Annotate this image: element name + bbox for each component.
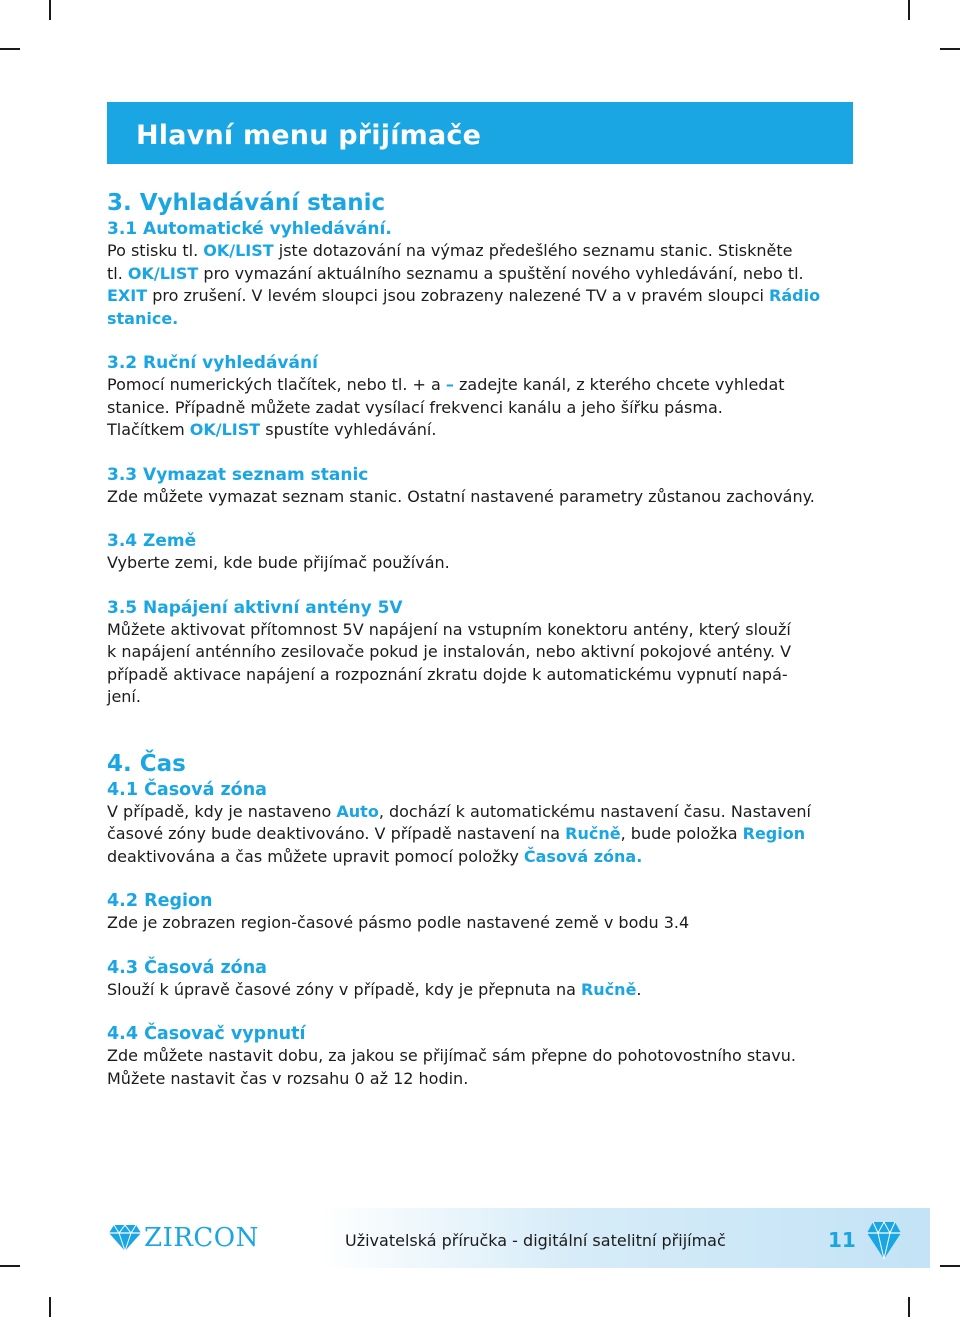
text-line: Můžete aktivovat přítomnost 5V napájení na vstupním konektoru antény, který slouží — [107, 619, 791, 639]
diamond-icon — [108, 1224, 142, 1252]
crop-mark — [908, 0, 910, 20]
key-label: EXIT — [107, 286, 148, 305]
crop-mark — [0, 48, 20, 50]
section-3-5 — [107, 597, 857, 709]
text: jste dotazování na výmaz předešlého seznamu stanic. Stiskněte — [273, 241, 793, 260]
text: Pomocí numerických tlačítek, nebo tl. + a — [107, 375, 446, 394]
text-line — [107, 308, 857, 331]
text-line: Vyberte zemi, kde bude přijímač používán. — [107, 553, 450, 572]
header-band — [107, 102, 853, 164]
section-3-3-title: 3.3 Vymazat seznam stanic — [107, 464, 369, 485]
crop-mark — [940, 1265, 960, 1267]
text: pro vymazání aktuálního seznamu a spuštění nového vyhledávání, nebo tl. — [198, 263, 804, 283]
crop-mark — [908, 1297, 910, 1317]
main-content — [107, 188, 857, 1090]
text-line: případě aktivace napájení a rozpoznání zkratu dojde k automatickému vypnutí napá- — [107, 664, 788, 684]
text-line: stanice. Případně můžete zadat vysílací frekvenci kanálu a jeho šířku pásma. — [107, 397, 723, 417]
text: Po stisku tl. — [107, 241, 204, 260]
text-line — [107, 801, 857, 824]
section-4-title: 4. Čas — [107, 750, 186, 777]
text-line: Zde můžete nastavit dobu, za jakou se přijímač sám přepne do pohotovostního stavu. — [107, 1046, 796, 1065]
section-3-4-title: 3.4 Země — [107, 531, 197, 551]
highlight-term: Ručně — [580, 979, 637, 999]
crop-mark — [0, 1265, 20, 1267]
crop-mark — [49, 1297, 51, 1317]
text-line: jení. — [107, 687, 141, 706]
crop-mark — [940, 48, 960, 50]
section-3-title: 3. Vyhladávání stanic — [107, 190, 386, 216]
key-label: – — [445, 375, 454, 394]
text-line: Zde je zobrazen region-časové pásmo podle nastavené země v bodu 3.4 — [107, 913, 690, 932]
text-line: Můžete nastavit čas v rozsahu 0 až 12 hodin. — [107, 1068, 469, 1088]
section-3-2-title: 3.2 Ruční vyhledávání — [107, 353, 318, 373]
text-line — [107, 374, 857, 397]
diamond-icon — [866, 1220, 902, 1260]
text: Slouží k úpravě časové zóny v případě, kdy je přepnuta na — [107, 979, 581, 999]
text-line — [107, 240, 857, 263]
highlight-term: Region — [742, 824, 806, 843]
text: , bude položka — [620, 824, 743, 843]
section-3-1-title: 3.1 Automatické vyhledávání. — [107, 219, 392, 239]
text-line — [107, 419, 857, 442]
text: spustíte vyhledávání. — [260, 420, 437, 439]
page-number: 11 — [828, 1228, 856, 1252]
section-4-2 — [107, 890, 857, 935]
section-4-2-title: 4.2 Region — [107, 891, 213, 911]
section-4-4-title: 4.4 Časovač vypnutí — [107, 1024, 306, 1044]
text: tl. — [107, 263, 128, 283]
text-line — [107, 823, 857, 846]
text-line — [107, 263, 857, 286]
section-3-1 — [107, 218, 857, 330]
text: . — [636, 979, 642, 999]
section-3-2 — [107, 352, 857, 442]
section-3-3 — [107, 464, 857, 509]
text-line — [107, 846, 857, 869]
zircon-logo — [108, 1223, 259, 1253]
highlight-term: Časová zóna. — [523, 846, 643, 866]
section-3-5-title: 3.5 Napájení aktivní antény 5V — [107, 597, 403, 618]
section-4-3-title: 4.3 Časová zóna — [107, 957, 267, 978]
text-line — [107, 285, 857, 308]
highlight-term: Rádio — [769, 286, 821, 305]
page-title: Hlavní menu přijímače — [136, 120, 482, 151]
text-line: Zde můžete vymazat seznam stanic. Ostatní nastavené parametry zůstanou zachovány. — [107, 486, 815, 506]
logo-text: ZIRCON — [144, 1223, 259, 1253]
highlight-term: Ručně — [565, 824, 621, 843]
key-label: OK/LIST — [203, 241, 274, 260]
footer-caption: Uživatelská příručka - digitální satelitní přijímač — [345, 1231, 726, 1250]
text: , dochází k automatickému nastavení času. Nastavení — [378, 801, 811, 821]
text: V případě, kdy je nastaveno — [107, 801, 337, 821]
key-label: OK/LIST — [127, 263, 199, 283]
key-label: OK/LIST — [189, 420, 261, 439]
highlight-term: Auto — [336, 801, 379, 821]
text: pro zrušení. V levém sloupci jsou zobrazeny nalezené TV a v pravém sloupci — [147, 286, 770, 305]
text: časové zóny bude deaktivováno. V případě nastavení na — [107, 824, 566, 843]
section-3-4 — [107, 530, 857, 575]
section-4-3 — [107, 957, 857, 1002]
text: zadejte kanál, z kterého chcete vyhledat — [453, 375, 785, 394]
text-line: k napájení anténního zesilovače pokud je instalován, nebo aktivní pokojové antény. V — [107, 642, 792, 661]
text-line — [107, 979, 857, 1002]
crop-mark — [49, 0, 51, 20]
section-4-1-title: 4.1 Časová zóna — [107, 779, 267, 800]
section-4-4 — [107, 1023, 857, 1090]
highlight-term: stanice. — [107, 308, 179, 328]
text: Tlačítkem — [107, 420, 190, 439]
section-4-1 — [107, 779, 857, 869]
text: deaktivována a čas můžete upravit pomocí položky — [107, 846, 524, 866]
